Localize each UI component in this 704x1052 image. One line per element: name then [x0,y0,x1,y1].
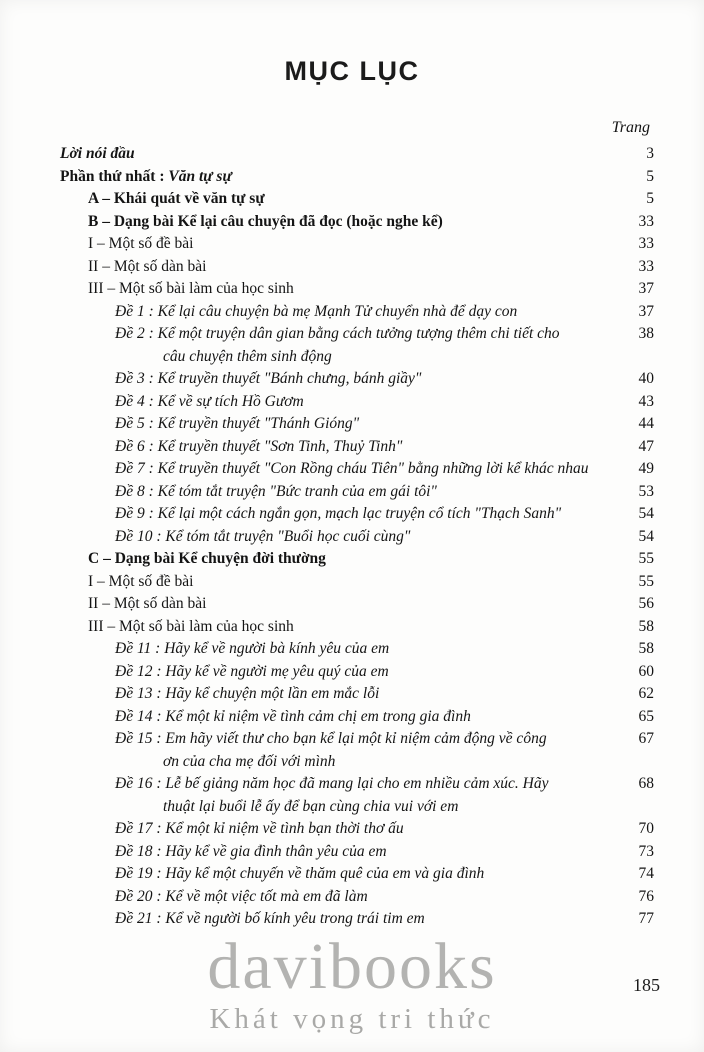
toc-entry-text: Đề 12 : Hãy kể về người mẹ yêu quý của em [115,662,389,680]
toc-entry-page: 37 [638,280,654,297]
toc-entry-page: 73 [638,842,654,860]
toc-entry-text: Đề 17 : Kể một kỉ niệm về tình bạn thời thơ ấu [115,820,404,837]
toc-row [60,143,654,166]
toc-entry-text: Phần thứ nhất : Văn tự sự [60,167,232,185]
toc-row [60,233,654,256]
toc-entry-page: 54 [638,527,654,545]
toc-entry-text: Đề 16 : Lễ bế giảng năm học đã mang lại cho em nhiều cảm xúc. Hãy thuật lại buổi lễ ấy để bạn cùng chia vui với em [115,775,549,815]
toc-row [60,413,654,436]
toc-entry-text: Đề 15 : Em hãy viết thư cho bạn kể lại một kỉ niệm cảm động về công ơn của cha mẹ đối với mình [115,730,547,770]
watermark-text: davibooks [207,929,497,1003]
toc-entry-page: 33 [638,235,654,252]
toc-entry-text: Đề 2 : Kể một truyện dân gian bằng cách tưởng tượng thêm chi tiết cho câu chuyện thêm sinh động [115,325,560,365]
toc-entry-page: 62 [638,685,654,702]
toc-entry-page: 76 [638,887,654,905]
toc-entry-page: 33 [638,212,654,230]
toc-row [60,728,654,773]
toc-entry-text: Đề 3 : Kể truyền thuyết "Bánh chưng, bánh giầy" [115,370,422,387]
toc-entry-text: Đề 19 : Hãy kể một chuyến về thăm quê của em và gia đình [115,865,485,882]
toc-row [60,256,654,279]
toc-entry-page: 38 [638,325,654,342]
toc-entry-page: 43 [638,392,654,410]
toc-row [60,863,654,886]
toc-row [60,818,654,841]
toc-entry-page: 5 [646,167,654,185]
toc-row [60,886,654,909]
toc-row [60,661,654,684]
toc-entry-text: III – Một số bài làm của học sinh [88,617,294,635]
toc-row [60,481,654,504]
toc-entry-page: 5 [646,190,654,207]
toc-row [60,503,654,526]
toc-row [60,638,654,661]
toc-entry-page: 55 [638,572,654,590]
toc-entry-text: I – Một số đề bài [88,235,194,252]
toc-entries [0,143,704,931]
toc-entry-page: 47 [638,437,654,455]
page-title: MỤC LỤC [284,56,420,86]
toc-row [60,323,654,368]
toc-entry-text: Đề 5 : Kể truyền thuyết "Thánh Gióng" [115,415,360,432]
page-column-header: Trang [611,119,650,136]
toc-entry-text: Đề 21 : Kể về người bố kính yêu trong trái tim em [115,910,425,927]
toc-entry-text: Đề 1 : Kể lại câu chuyện bà mẹ Mạnh Tử chuyển nhà để dạy con [115,302,518,320]
toc-entry-page: 70 [638,820,654,837]
toc-entry-text: Đề 6 : Kể truyền thuyết "Sơn Tinh, Thuỷ Tinh" [115,437,403,455]
toc-entry-page: 60 [638,662,654,680]
toc-entry-page: 44 [638,415,654,432]
toc-row [60,458,654,481]
toc-entry-text: I – Một số đề bài [88,572,194,590]
toc-entry-page: 65 [638,707,654,725]
toc-row [60,278,654,301]
toc-entry-page: 55 [638,550,654,567]
toc-row [60,166,654,189]
toc-entry-text: C – Dạng bài Kể chuyện đời thường [88,550,326,567]
toc-row [60,706,654,729]
toc-entry-text: Đề 4 : Kể về sự tích Hồ Gươm [115,392,304,410]
toc-entry-text: Đề 13 : Hãy kể chuyện một lần em mắc lỗi [115,685,380,702]
toc-entry-text: Đề 7 : Kể truyền thuyết "Con Rồng cháu Tiên" bằng những lời kể khác nhau [115,460,589,477]
toc-entry-text: Đề 10 : Kể tóm tắt truyện "Buổi học cuối cùng" [115,527,411,545]
toc-row [60,188,654,211]
toc-entry-page: 67 [638,730,654,747]
toc-entry-text: Đề 9 : Kể lại một cách ngắn gọn, mạch lạc truyện cổ tích "Thạch Sanh" [115,505,562,522]
toc-row [60,526,654,549]
toc-entry-text: Đề 14 : Kể một kỉ niệm về tình cảm chị em trong gia đình [115,707,471,725]
toc-entry-page: 33 [638,257,654,275]
toc-entry-page: 58 [638,640,654,657]
toc-row [60,548,654,571]
toc-row [60,841,654,864]
toc-entry-text: III – Một số bài làm của học sinh [88,280,294,297]
toc-entry-page: 37 [638,302,654,320]
toc-entry-page: 40 [638,370,654,387]
toc-row [60,571,654,594]
toc-entry-page: 49 [638,460,654,477]
toc-entry-text: II – Một số dàn bài [88,257,207,275]
toc-entry-text: Đề 18 : Hãy kể về gia đình thân yêu của em [115,842,387,860]
toc-entry-page: 68 [638,775,654,792]
toc-entry-page: 74 [638,865,654,882]
toc-entry-page: 58 [638,617,654,635]
toc-entry-page: 56 [638,595,654,612]
toc-entry-text: II – Một số dàn bài [88,595,207,612]
toc-entry-page: 77 [638,910,654,927]
toc-row [60,391,654,414]
toc-row [60,593,654,616]
toc-row [60,436,654,459]
watermark-subtext: Khát vọng tri thức [209,1003,495,1035]
toc-entry-text: B – Dạng bài Kể lại câu chuyện đã đọc (hoặc nghe kể) [88,212,443,230]
toc-entry-text: Lời nói đầu [60,145,135,162]
toc-entry-text: A – Khái quát về văn tự sự [88,190,265,207]
toc-row [60,908,654,931]
toc-row [60,211,654,234]
toc-entry-page: 53 [638,482,654,500]
toc-row [60,368,654,391]
toc-entry-page: 3 [646,145,654,162]
toc-row [60,773,654,818]
toc-row [60,301,654,324]
toc-row [60,616,654,639]
watermark [0,929,704,1036]
page-number: 185 [633,975,660,995]
toc-entry-text: Đề 11 : Hãy kể về người bà kính yêu của em [115,640,390,657]
toc-entry-page: 54 [638,505,654,522]
toc-entry-text: Đề 20 : Kể về một việc tốt mà em đã làm [115,887,368,905]
toc-row [60,683,654,706]
toc-entry-text: Đề 8 : Kể tóm tắt truyện "Bức tranh của em gái tôi" [115,482,437,500]
